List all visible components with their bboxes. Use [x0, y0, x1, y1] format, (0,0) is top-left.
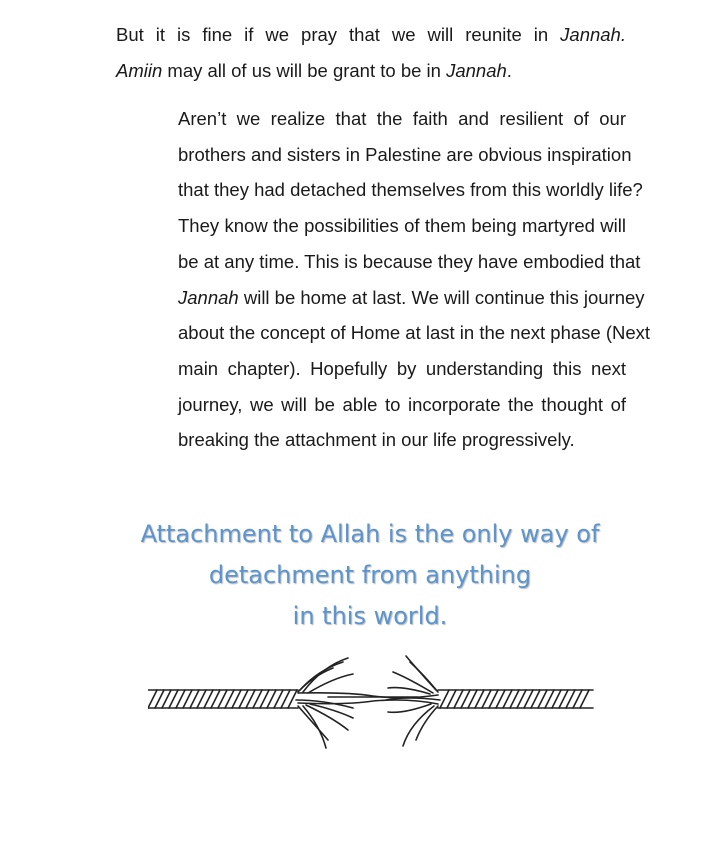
paragraph-line: journey, we will be able to incorporate the thought of [178, 393, 626, 415]
paragraph-line: main chapter). Hopefully by understanding this next [178, 357, 626, 379]
paragraph-line: about the concept of Home at last in the next phase (Next [178, 322, 651, 344]
paragraph-line: They know the possibilities of them being martyred will [178, 215, 626, 237]
paragraph-line: that they had detached themselves from this worldly life? [178, 179, 643, 201]
paragraph-line: Amiin may all of us will be grant to be in Jannah. [116, 59, 512, 81]
broken-rope-icon [148, 648, 598, 758]
italic-term: Amiin [116, 59, 163, 81]
paragraph-line: be at any time. This is because they have embodied that [178, 250, 641, 272]
paragraph-line: Jannah will be home at last. We will continue this journey [178, 286, 645, 308]
paragraph-line: Aren’t we realize that the faith and resilient of our [178, 108, 626, 129]
highlight-quote [60, 514, 680, 637]
paragraph-2 [116, 101, 651, 458]
paragraph-1 [116, 17, 626, 88]
italic-term: Jannah [178, 286, 239, 308]
paragraph-line: brothers and sisters in Palestine are obvious inspiration [178, 143, 632, 165]
quote-line-3: in this world. [292, 602, 448, 630]
italic-term: Jannah [446, 59, 507, 81]
paragraph-line: breaking the attachment in our life progressively. [178, 429, 575, 451]
italic-term: Jannah. [560, 24, 626, 45]
paragraph-line: But it is fine if we pray that we will reunite in Jannah. [116, 24, 626, 45]
quote-line-2: detachment from anything [208, 561, 532, 589]
quote-line-1: Attachment to Allah is the only way of [140, 520, 600, 548]
